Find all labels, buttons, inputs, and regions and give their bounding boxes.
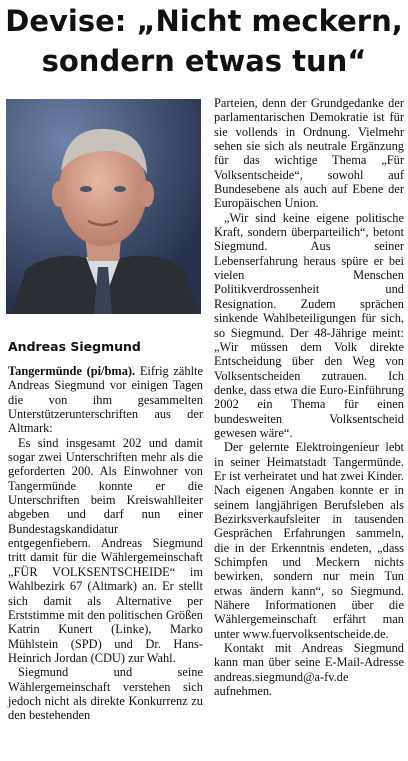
photo-caption: Andreas Siegmund <box>8 339 141 354</box>
paragraph-text: Eifrig zählte Andreas Siegmund vor einigen Tagen die von ihm gesammelten Unterstützerunterschriften aus der Altmark: <box>8 364 203 436</box>
dateline: Tangermünde (pi/bma). <box>8 364 136 378</box>
headline-line-1: Devise: „Nicht meckern, <box>5 4 403 38</box>
headline-line-2: sondern etwas tun“ <box>41 44 367 78</box>
paragraph: Siegmund und seine Wählergemeinschaft verstehen sich jedoch nicht als direkte Konkurrenz zu den bestehenden <box>8 665 203 723</box>
paragraph: „Wir sind keine eigene politische Kraft, sondern überparteilich“, betont Siegmund. Aus seiner Lebenserfahrung heraus spüre er bei vielen Menschen Politikverdrossenheit und Resignation. Zudem sprächen sinkende Wahlbeteiligungen für sich, so Siegmund. Der 48-Jährige meint: „Wir müssen dem Volk direkte Entscheidung über den Weg von Volksentscheiden zutrauen. Ich denke, dass etwa die Euro-Einführung 2002 ein Thema für einen bundesweiten Volksentscheid gewesen wäre“. <box>214 210 404 440</box>
paragraph: Parteien, denn der Grundgedanke der parlamentarischen Demokratie ist für sie vollends in Ordnung. Vielmehr sehen sie sich als neutrale Ergänzung für das wichtige Thema „Für Volksentscheide“, sowohl auf Bundesebene als auch auf Ebene der Europäischen Union. <box>214 96 404 211</box>
portrait-illustration <box>6 99 201 314</box>
article-column-right <box>214 96 404 698</box>
paragraph <box>8 364 203 436</box>
article-column-left <box>8 364 203 723</box>
portrait-photo <box>6 99 201 314</box>
paragraph: Kontakt mit Andreas Siegmund kann man über seine E-Mail-Adresse andreas.siegmund@a-fv.de aufnehmen. <box>214 641 404 699</box>
paragraph: Der gelernte Elektroingenieur lebt in seiner Heimatstadt Tangermünde. Er ist verheiratet und hat zwei Kinder. Nach eigenen Angaben konnte er in seinem langjährigen Berufsleben als Bezirksverkaufsleiter in tausenden Gesprächen Erfahrungen sammeln, die in der Erkenntnis endeten, „dass Schimpfen und Meckern nichts bewirken, sondern nur mein Tun etwas ändern kann“, so Siegmund. Nähere Informationen über die Wählergemeinschaft erfährt man unter www.fuervolksentscheide.de. <box>214 440 404 641</box>
paragraph: Es sind insgesamt 202 und damit sogar zwei Unterschriften mehr als die geforderten 200. Als Einwohner von Tangermünde konnte er die Unterschriften beim Kreiswahlleiter abgeben und darf nun einer Bundestagskandidatur entgegenfiebern. Andreas Siegmund tritt damit für die Wählergemeinschaft „FÜR VOLKSENTSCHEIDE“ im Wahlbezirk 67 (Altmark) an. Er stellt sich damit als Alternative per Erststimme mit den politischen Größen Katrin Kunert (Linke), Marko Mühlstein (SPD) und Dr. Hans-Heinrich Jordan (CDU) zur Wahl. <box>8 435 203 665</box>
